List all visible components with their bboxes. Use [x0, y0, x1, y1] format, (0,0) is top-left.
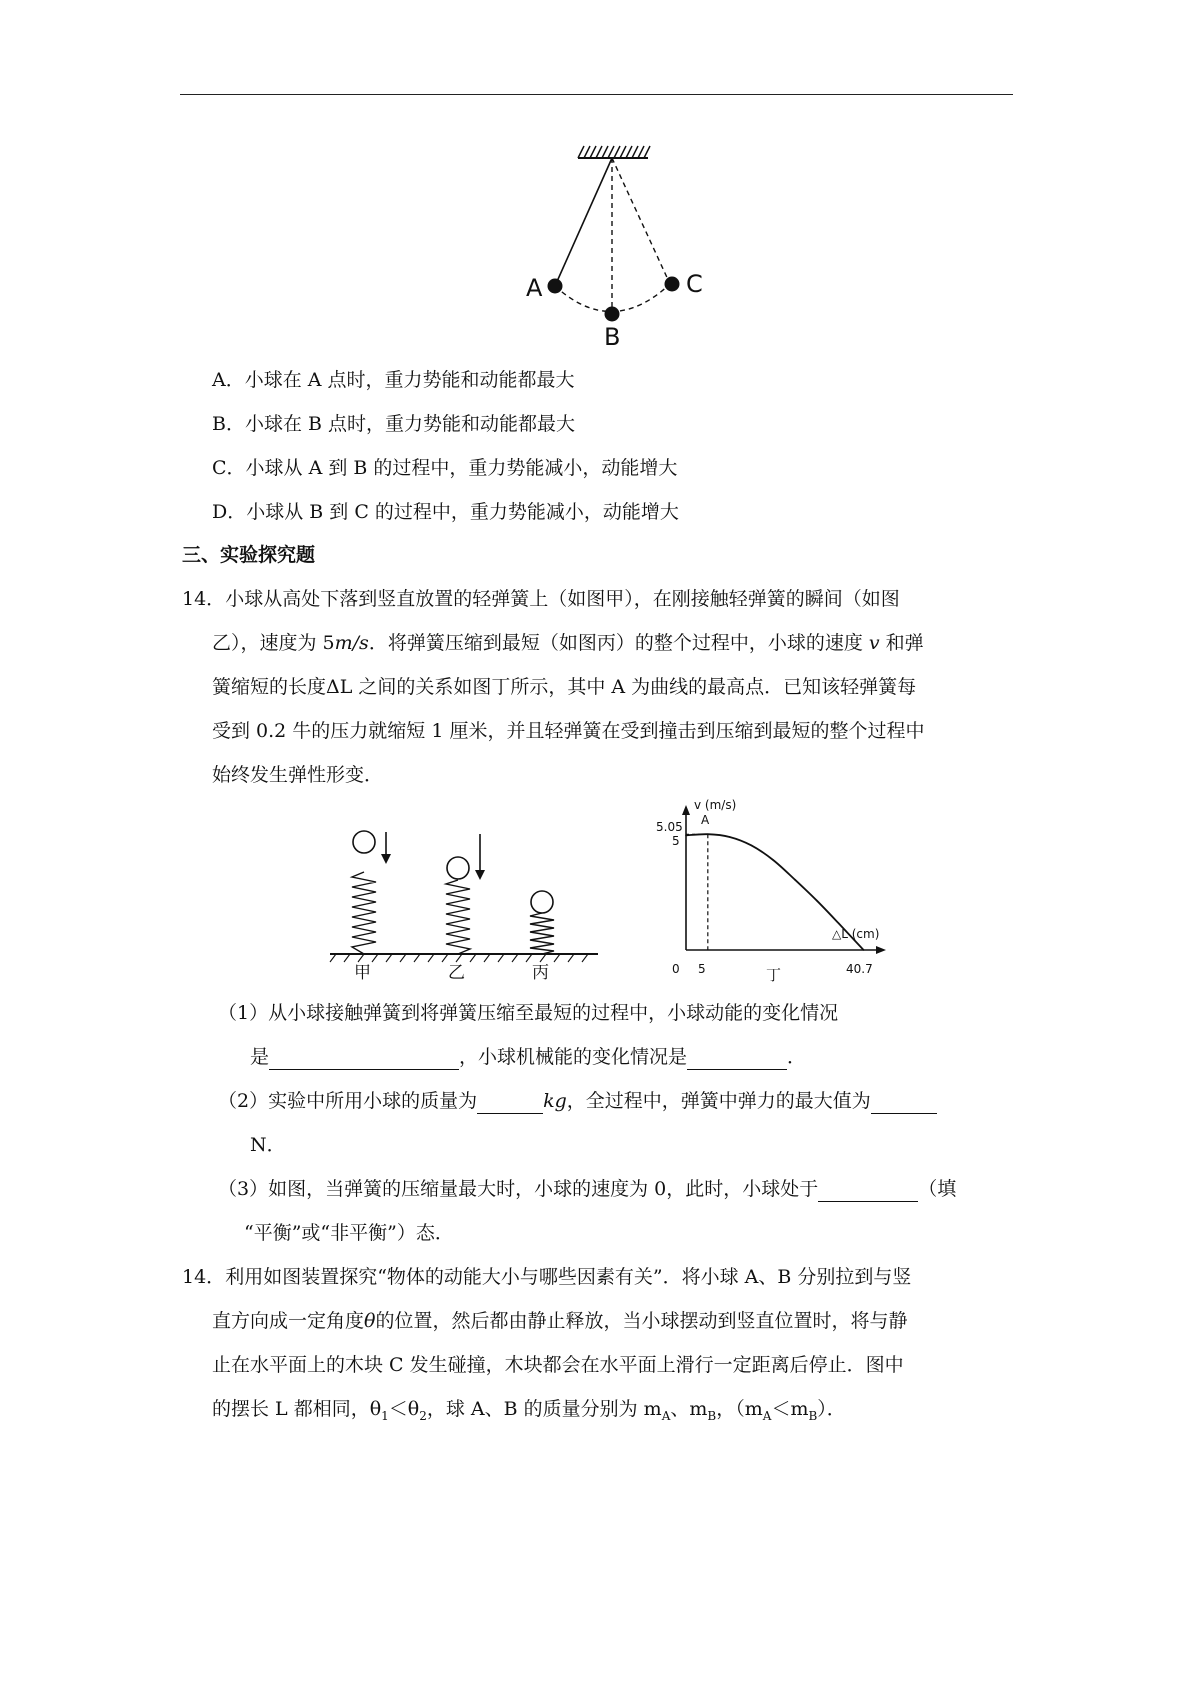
q14b-line3: 止在水平面上的木块 C 发生碰撞，木块都会在水平面上滑行一定距离后停止．图中	[212, 1354, 904, 1376]
section-title: 三、实验探究题	[182, 544, 316, 566]
sub1-line2	[250, 1044, 806, 1070]
q14b-line1	[182, 1264, 911, 1290]
curve-point-8	[863, 949, 865, 951]
x-tick-5: 5	[698, 962, 706, 976]
q14b-text4d: 、m	[670, 1398, 708, 1420]
y-tick-5-05: 5.05	[656, 820, 683, 834]
curve-point-5	[794, 879, 796, 881]
q14b-text4g: ）．	[817, 1398, 846, 1420]
pendulum-diagram	[510, 138, 710, 351]
blank-state[interactable]	[818, 1179, 918, 1202]
arrowhead-yi	[475, 870, 485, 880]
x-axis-label: △L (cm)	[832, 927, 880, 941]
sub3-text-b: （填	[918, 1178, 957, 1200]
sub2-unit: kg	[543, 1090, 567, 1112]
spring-bing	[530, 913, 554, 954]
q14b-text4c: ，球 A、B 的质量分别为 m	[426, 1398, 662, 1420]
sub2-text-b: ，全过程中，弹簧中弹力的最大值为	[566, 1090, 871, 1112]
sub3-line2: “平衡”或“非平衡”）态．	[244, 1222, 454, 1244]
label-jia: 甲	[354, 963, 371, 983]
spring-jia	[352, 872, 376, 954]
ball-b	[605, 307, 620, 322]
velocity-compression-chart	[656, 795, 910, 984]
blank-max-force[interactable]	[871, 1091, 937, 1114]
q14a-text2-pre: 乙），速度为 5	[212, 632, 335, 654]
q14b-sub-1: 1	[381, 1408, 389, 1423]
q14b-sub-a2: A	[762, 1408, 772, 1423]
right-dashed-line	[612, 158, 670, 284]
q14b-text2b: 的位置，然后都由静止释放，当小球摆动到竖直位置时，将与静	[375, 1310, 908, 1332]
curve-point-1	[707, 833, 709, 835]
sub1-text-a: 是	[250, 1046, 270, 1068]
q14b-line2	[212, 1308, 907, 1334]
blank-mass[interactable]	[477, 1091, 543, 1114]
q14a-number: 14．	[182, 588, 226, 610]
sub3-line1	[218, 1176, 956, 1202]
q14a-text2-post: ．将弹簧压缩到最短（如图丙）的整个过程中，小球的速度	[368, 632, 863, 654]
sub1-line1: （1）从小球接触弹簧到将弹簧压缩至最短的过程中，小球动能的变化情况	[218, 1002, 839, 1024]
chart-caption: 丁	[766, 966, 782, 984]
q14b-text4e: ，（m	[716, 1398, 763, 1420]
option-a: A．小球在 A 点时，重力势能和动能都最大	[212, 369, 575, 391]
q14b-sub-2: 2	[419, 1408, 427, 1423]
q14b-text1: 利用如图装置探究“物体的动能大小与哪些因素有关”．将小球 A、B 分别拉到与竖	[225, 1266, 912, 1288]
q14b-sub-a: A	[661, 1408, 671, 1423]
ball-bing	[531, 891, 553, 913]
q14a-line1	[182, 586, 900, 612]
sub2-text-a: （2）实验中所用小球的质量为	[218, 1090, 478, 1112]
ground-hatch	[330, 954, 588, 962]
sub2-line2: N．	[250, 1134, 286, 1156]
x-tick-0: 0	[672, 962, 680, 976]
q14a-text2-end: 和弹	[885, 632, 924, 654]
label-a: A	[526, 274, 543, 302]
arrowhead-jia	[381, 854, 391, 864]
curve-point-3	[751, 845, 753, 847]
header-rule	[180, 94, 1013, 95]
option-c: C．小球从 A 到 B 的过程中，重力势能减小，动能增大	[212, 457, 678, 479]
label-c: C	[686, 270, 703, 298]
y-axis-label: v (m/s)	[694, 798, 737, 812]
q14b-text4f: ＜m	[771, 1398, 809, 1420]
peak-label: A	[701, 813, 710, 827]
q14a-line4: 受到 0.2 牛的压力就缩短 1 厘米，并且轻弹簧在受到撞击到压缩到最短的整个过程中	[212, 720, 925, 742]
q14b-text4a: 的摆长 L 都相同，θ	[212, 1398, 382, 1420]
q14b-line4	[212, 1396, 846, 1422]
q14a-text1: 小球从高处下落到竖直放置的轻弹簧上（如图甲），在刚接触轻弹簧的瞬间（如图	[225, 588, 900, 610]
springs-diagram	[330, 820, 600, 983]
x-axis-arrow	[876, 946, 886, 954]
sub1-text-c: ．	[787, 1046, 807, 1068]
blank-kinetic-change[interactable]	[269, 1047, 459, 1070]
q14a-line2	[212, 630, 924, 656]
q14b-var-theta: θ	[364, 1310, 376, 1332]
curve-point-2	[729, 836, 731, 838]
blank-mechanical-change[interactable]	[687, 1047, 787, 1070]
q14a-unit: m/s	[334, 632, 369, 654]
sub2-line1	[218, 1088, 937, 1114]
q14b-number: 14．	[182, 1266, 226, 1288]
label-bing: 丙	[532, 963, 549, 983]
label-b: B	[604, 323, 621, 351]
x-tick-40-7: 40.7	[846, 962, 873, 976]
ball-yi	[447, 857, 469, 879]
label-yi: 乙	[448, 963, 465, 983]
pendulum-string	[555, 158, 612, 286]
sub3-text-a: （3）如图，当弹簧的压缩量最大时，小球的速度为 0，此时，小球处于	[218, 1178, 819, 1200]
q14a-line3: 簧缩短的长度ΔL 之间的关系如图丁所示，其中 A 为曲线的最高点．已知该轻弹簧每	[212, 676, 917, 698]
option-d: D．小球从 B 到 C 的过程中，重力势能减小，动能增大	[212, 501, 679, 523]
ceiling-hatch	[578, 146, 650, 158]
q14b-sub-b: B	[707, 1408, 717, 1423]
curve-point-6	[816, 900, 818, 902]
ball-a	[548, 279, 563, 294]
q14a-var-v: v	[868, 632, 880, 654]
option-b: B．小球在 B 点时，重力势能和动能都最大	[212, 413, 576, 435]
q14b-text2a: 直方向成一定角度	[212, 1310, 365, 1332]
curve-point-0	[685, 835, 687, 837]
y-axis-arrow	[682, 805, 690, 815]
y-tick-5: 5	[672, 834, 680, 848]
ball-jia	[353, 831, 375, 853]
q14b-sub-b2: B	[808, 1408, 818, 1423]
curve-point-7	[838, 923, 840, 925]
curve-point-4	[772, 859, 774, 861]
sub1-text-b: ，小球机械能的变化情况是	[459, 1046, 688, 1068]
spring-yi	[446, 880, 470, 954]
q14b-text4b: ＜θ	[388, 1398, 420, 1420]
ball-c	[665, 277, 680, 292]
q14a-line5: 始终发生弹性形变．	[212, 764, 384, 786]
